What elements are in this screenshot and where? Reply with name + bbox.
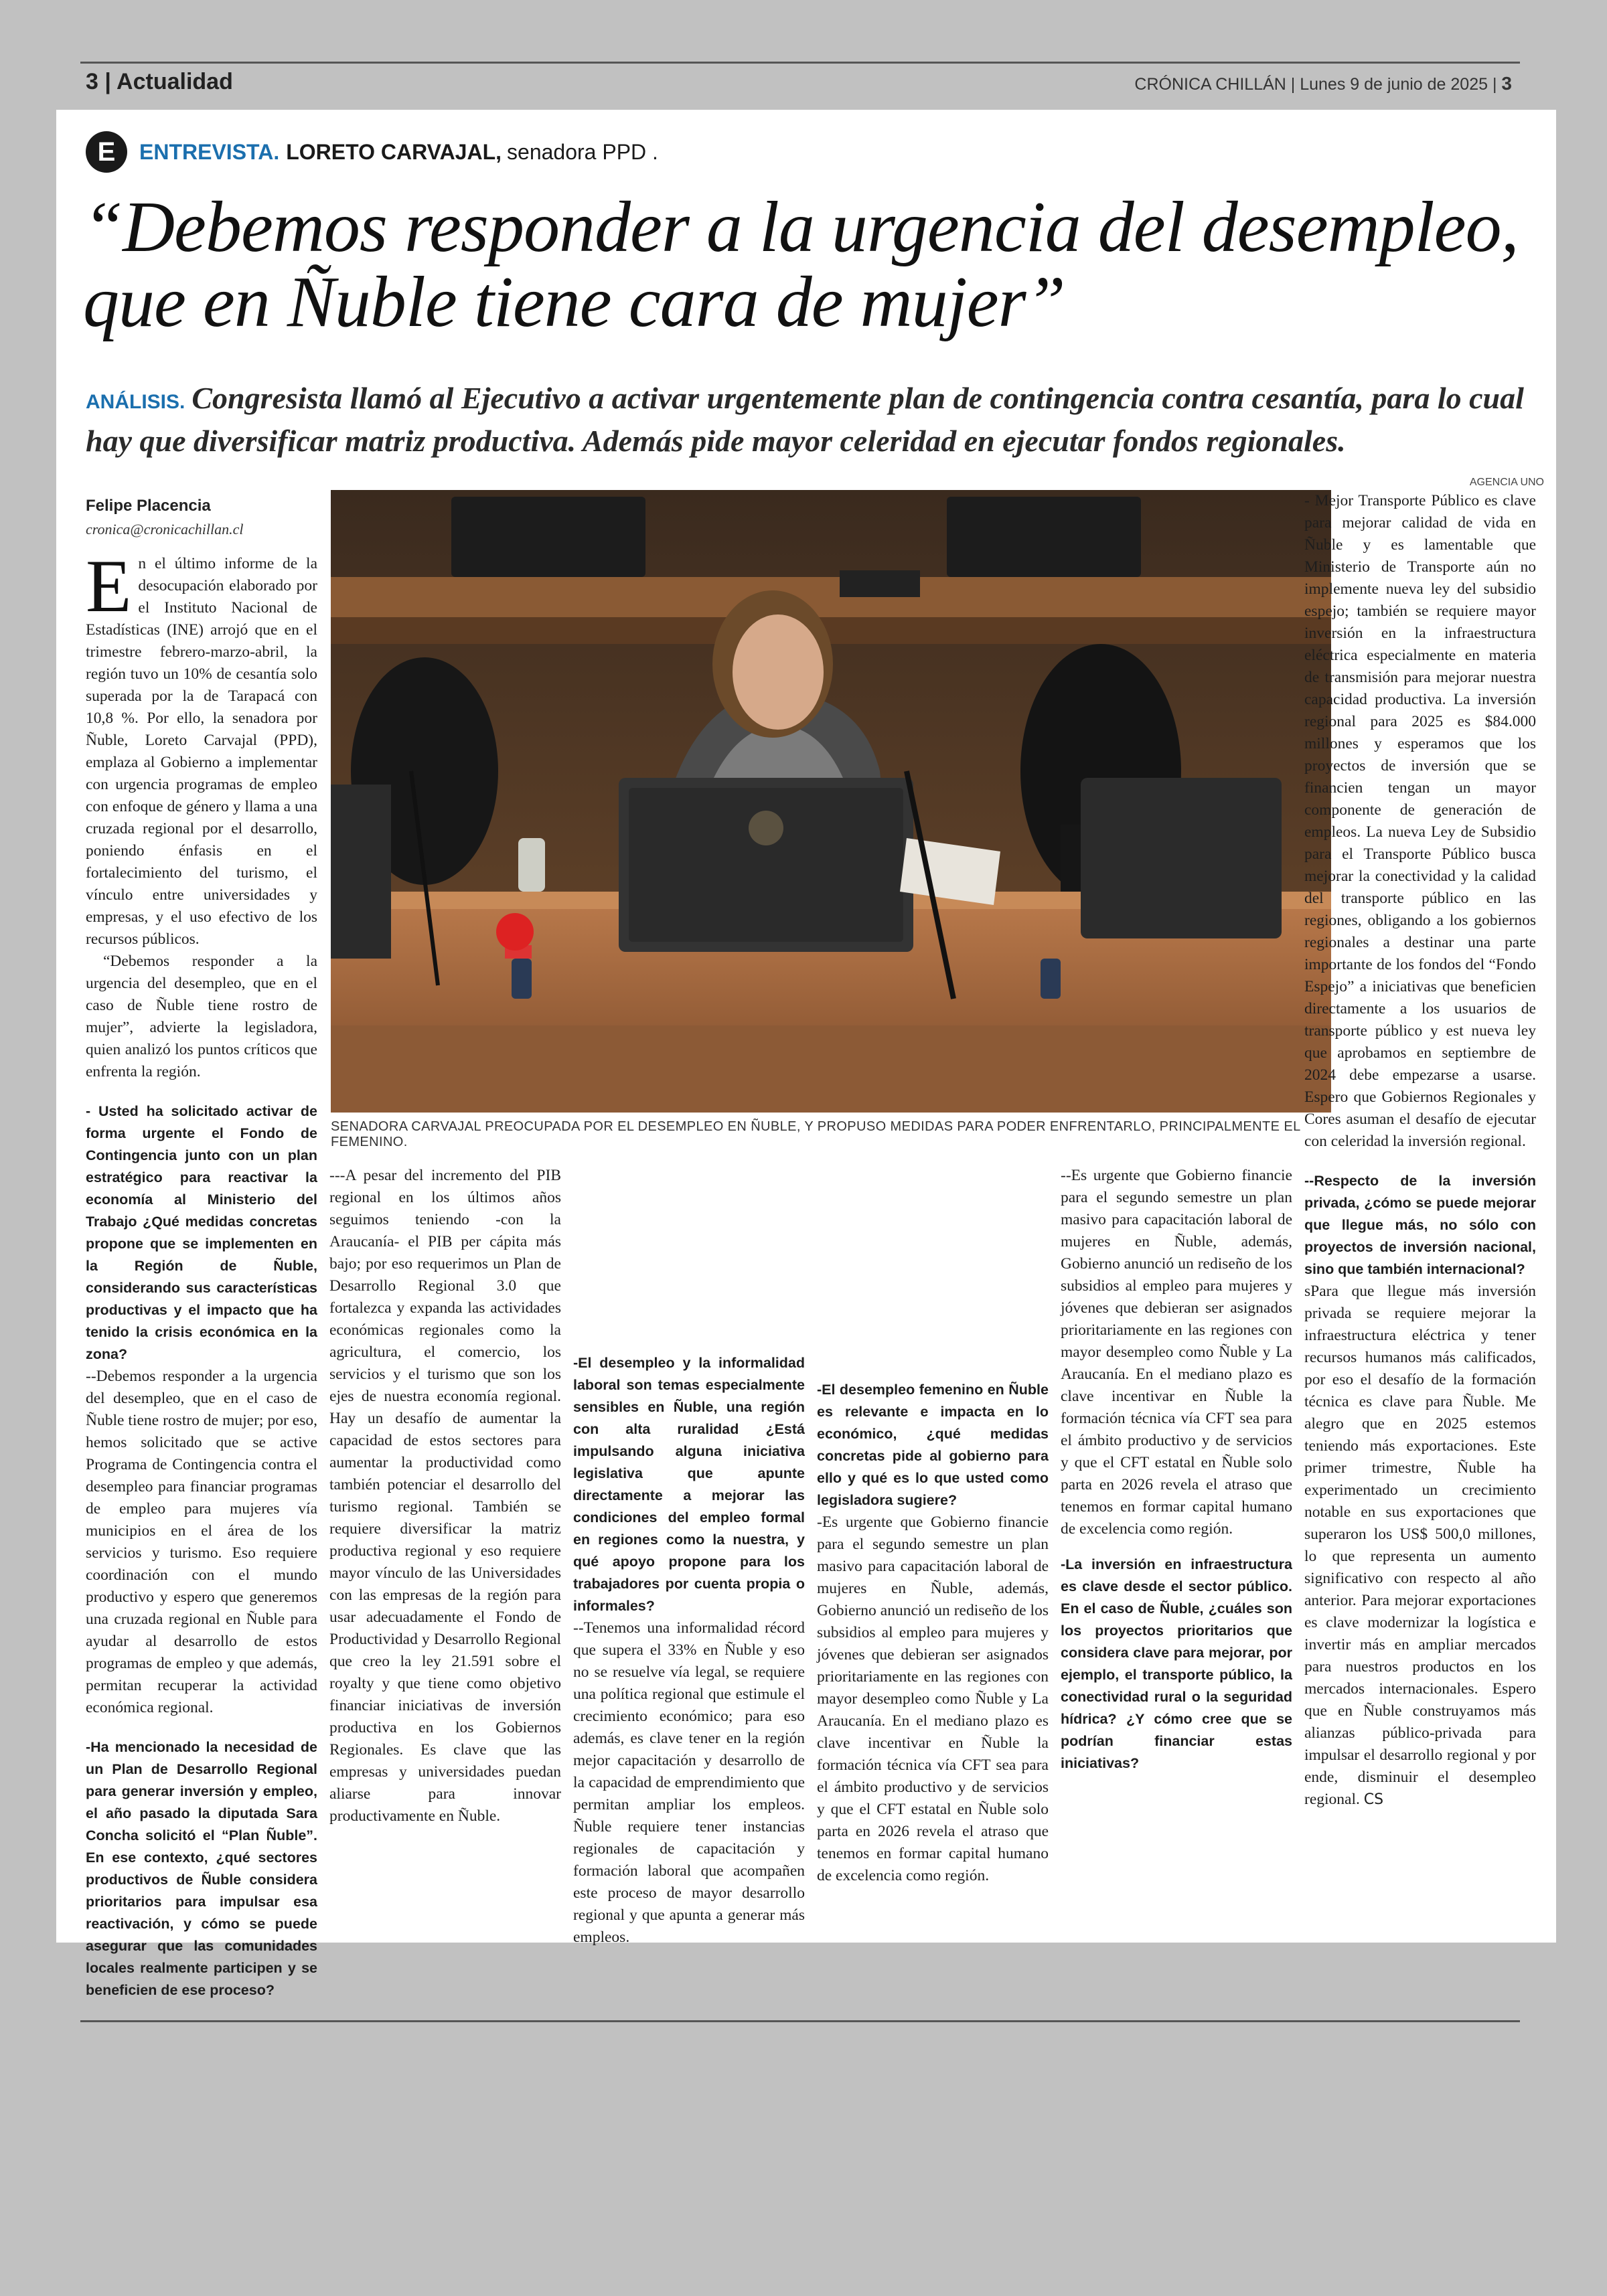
column-6 xyxy=(1304,490,1536,1811)
photo-credit: AGENCIA UNO xyxy=(1469,477,1544,488)
question-2: -Ha mencionado la necesidad de un Plan de Desarrollo Regional para generar inversión y empleo, el año pasado la diputada Sara Concha solicitó el “Plan Ñuble”. En ese contexto, ¿qué sectores productivos de Ñuble considera prioritarios para impulsar esa reactivación, y cómo se puede asegurar que las comunidades locales realmente participen y se beneficien de ese proceso? xyxy=(86,1739,317,1998)
kicker-label: ENTREVISTA. xyxy=(139,139,280,164)
byline-author: Felipe Placencia xyxy=(86,497,211,515)
deck-text: Congresista llamó al Ejecutivo a activar urgentemente plan de contingencia contra cesantía, para lo cual hay que diversificar matriz productiva. Además pide mayor celeridad en ejecutar fondos regionales. xyxy=(86,381,1524,458)
column-1 xyxy=(86,545,317,2001)
byline xyxy=(86,497,333,538)
section-label: 3 | Actualidad xyxy=(86,69,233,94)
end-mark-icon: CS xyxy=(1363,1791,1384,1808)
page-number: 3 xyxy=(1501,73,1512,94)
kicker-role: senadora PPD . xyxy=(507,139,658,164)
answer-1: --Debemos responder a la urgencia del desempleo, que en el caso de Ñuble tiene rostro de mujer; por eso, hemos solicitado que se active Programa de Contingencia contra el desempleo para financiar programas de empleo para mujeres vía municipios en el área de los servicios y turismo. Eso requiere coordinación con el mundo productivo y espero que generemos una cruzada regional en Ñuble para ayudar al desarrollo de estos programas de empleo y que además, permitan recuperar la actividad económica regional. xyxy=(86,1368,317,1716)
byline-email: cronica@cronicachillan.cl xyxy=(86,521,244,538)
photo-caption: SENADORA CARVAJAL PREOCUPADA POR EL DESEMPLEO EN ÑUBLE, Y PROPUSO MEDIDAS PARA PODER ENFRENTARLO, PRINCIPALMENTE EL FEMENINO. xyxy=(331,1119,1300,1149)
column-3 xyxy=(573,1165,805,1949)
senate-chamber-illustration xyxy=(331,490,1331,1113)
publication-date: CRÓNICA CHILLÁN | Lunes 9 de junio de 2025 | 3 xyxy=(1134,73,1512,94)
senator-photo xyxy=(331,490,1331,1113)
answer-6: sPara que llegue más inversión privada se requiere mejorar la infraestructura eléctrica y tener recursos humanos más calificados, por eso el desafío de la formación técnica es clave para Ñuble. Me alegro que en 2025 estemos teniendo más exportaciones. Este primer trimestre, Ñuble ha experimentado un crecimiento notable en sus exportaciones que superaron los US$ 500,0 millones, lo que representa un aumento significativo con respecto al año anterior. Para mejorar exportaciones es clave modernizar la logística e invertir más en ampliar mercados para nuestros productos en los mercados internacionales. Espero que en Ñuble construyamos más alianzas público-privada para impulsar el desarrollo regional y por ende, disminuir el desempleo regional. CS xyxy=(1304,1283,1536,1808)
intro-paragraph: En el último informe de la desocupación elaborado por el Instituto Nacional de Estadísticas (INE) arrojó que en el trimestre febrero-marzo-abril, la región tuvo un 10% de cesantía solo superada por la de Tarapacá con 10,8 %. Por ello, la senadora por Ñuble, Loreto Carvajal (PPD), emplaza al Gobierno a implementar con urgencia programas de empleo con enfoque de género y llama a una cruzada regional por el desarrollo, poniendo énfasis en el fortalecimiento del turismo, el vínculo entre universidades y empresas, y el uso efectivo de los recursos públicos. xyxy=(86,545,317,948)
answer-4: -Es urgente que Gobierno financie para el segundo semestre un plan masivo para capacitación laboral de mujeres en Ñuble, además, Gobierno anunció un rediseño de los subsidios al empleo para mujeres y jóvenes que debieran ser asignados prioritariamente en las regiones con mayor desempleo como Ñuble y La Araucanía. En el mediano plazo es clave incentivar en Ñuble la formación técnica vía CFT sea para el ámbito productivo y de servicios y que el CFT estatal en Ñuble solo parta en 2026 revela el atraso que tenemos en formar capital humano de excelencia como región. xyxy=(817,1513,1049,1884)
answer-3: --Tenemos una informalidad récord que supera el 33% en Ñuble y eso no se resuelve vía legal, se requiere una política regional que estimule el crecimiento económico; para eso además, es clave tener en la región mejor capacitación y desarrollo de la capacidad de emprendimiento que permitan ampliar los empleos. Ñuble requiere tener instancias regionales de capacitación y formación laboral que acompañen este proceso de mayor desarrollo regional y que apunta a generar más empleos. xyxy=(573,1619,805,1946)
page-header xyxy=(80,62,1520,105)
question-1: - Usted ha solicitado activar de forma urgente el Fondo de Contingencia junto con un plan estratégico para reactivar la economía al Ministerio del Trabajo ¿Qué medidas concretas propone que se implementen en la Región de Ñuble, considerando sus características productivas y el impacto que ha tenido la crisis económica en la zona? xyxy=(86,1103,317,1362)
question-6: --Respecto de la inversión privada, ¿cómo se puede mejorar que llegue más, no sólo con proyectos de inversión nacional, sino que también internacional? xyxy=(1304,1173,1536,1277)
answer-4-continued: --Es urgente que Gobierno financie para el segundo semestre un plan masivo para capacitación laboral de mujeres en Ñuble, además, Gobierno anunció un rediseño de los subsidios al empleo para mujeres y jóvenes que debieran ser asignados prioritariamente en las regiones con mayor desempleo como Ñuble y La Araucanía. En el mediano plazo es clave incentivar en Ñuble la formación técnica vía CFT sea para el ámbito productivo y de servicios y que el CFT estatal en Ñuble solo parta en 2026 revela el atraso que tenemos en formar capital humano de excelencia como región. xyxy=(1061,1167,1292,1538)
interview-badge-icon: E xyxy=(86,131,127,173)
column-4 xyxy=(817,1165,1049,1887)
deck-label: ANÁLISIS. xyxy=(86,391,185,413)
bottom-rule xyxy=(80,2020,1520,2022)
question-5: -La inversión en infraestructura es clave desde el sector público. En el caso de Ñuble, ¿cuáles son los proyectos prioritarios que considera clave para mejorar, por ejemplo, el transporte público, la conectividad rural o la seguridad hídrica? ¿Y cómo cree que se podrían financiar estas iniciativas? xyxy=(1061,1556,1292,1771)
kicker xyxy=(86,130,658,174)
intro-paragraph-2: “Debemos responder a la urgencia del desempleo, que en el caso de Ñuble tiene rostro de mujer”, advierte la legisladora, quien analizó los puntos críticos que enfrenta la región. xyxy=(86,953,317,1080)
answer-2: ---A pesar del incremento del PIB regional en los últimos años seguimos teniendo -con la Araucanía- el PIB per cápita más bajo; por eso requerimos un Plan de Desarrollo Regional 3.0 que fortalezca y expanda las actividades económicas regionales como la agricultura, el comercio, los servicios y el turismo que son los ejes de nuestra economía regional. Hay un desafío de aumentar la capacidad de estos sectores para aumentar la productividad como también potenciar el desarrollo del turismo regional. También se requiere diversificar la matriz productiva regional y eso requiere mayor vínculo de las Universidades con las empresas de la región para usar adecuadamente el Fondo de Productividad y Desarrollo Regional que creo la ley 21.591 sobre el royalty y que tiene como objetivo financiar iniciativas de inversión productiva en los Gobiernos Regionales. Es clave que las empresas y universidades puedan aliarse para innovar productivamente en Ñuble. xyxy=(329,1167,561,1825)
deck xyxy=(86,379,1532,461)
dropcap: E xyxy=(86,545,132,628)
newspaper-page xyxy=(56,110,1556,1998)
headline: “Debemos responder a la urgencia del desempleo, que en Ñuble tiene cara de mujer” xyxy=(83,187,1519,342)
question-4: -El desempleo femenino en Ñuble es relevante e impacta en lo económico, ¿qué medidas concretas pide al gobierno para ello y qué es lo que usted como legisladora sugiere? xyxy=(817,1382,1049,1508)
kicker-name: LORETO CARVAJAL, xyxy=(286,139,502,164)
question-3: -El desempleo y la informalidad laboral son temas especialmente sensibles en Ñuble, una región con alta ruralidad ¿Está impulsando alguna iniciativa legislativa que apunte directamente a mejorar las condiciones del empleo formal en regiones como la nuestra, y qué apoyo propone para los trabajadores por cuenta propia o informales? xyxy=(573,1355,805,1614)
answer-5: - Mejor Transporte Público es clave para mejorar calidad de vida en Ñuble y es lamentable que Ministerio de Transporte aún no implemente nueva ley del subsidio espejo; también se requiere mayor inversión en la infraestructura eléctrica especialmente en materia de transmisión para mejorar nuestra capacidad productiva. La inversión regional para 2025 es $84.000 millones y esperamos que los proyectos de inversión que se financien tengan un mayor componente de generación de empleos. La nueva Ley de Subsidio para el Transporte Público busca mejorar la conectividad y la calidad del transporte público en las regiones, obligando a los gobiernos regionales a destinar una parte importante de los fondos del “Fondo Espejo” a iniciativas que beneficien directamente a los usuarios de transporte público y est nueva ley que aprobamos en septiembre de 2024 debe empezarse a usarse. Espero que Gobiernos Regionales y Cores asuman el desafío de ejecutar con celeridad la inversión regional. xyxy=(1304,492,1536,1150)
column-2 xyxy=(329,1165,561,1827)
column-5 xyxy=(1061,1165,1292,1775)
